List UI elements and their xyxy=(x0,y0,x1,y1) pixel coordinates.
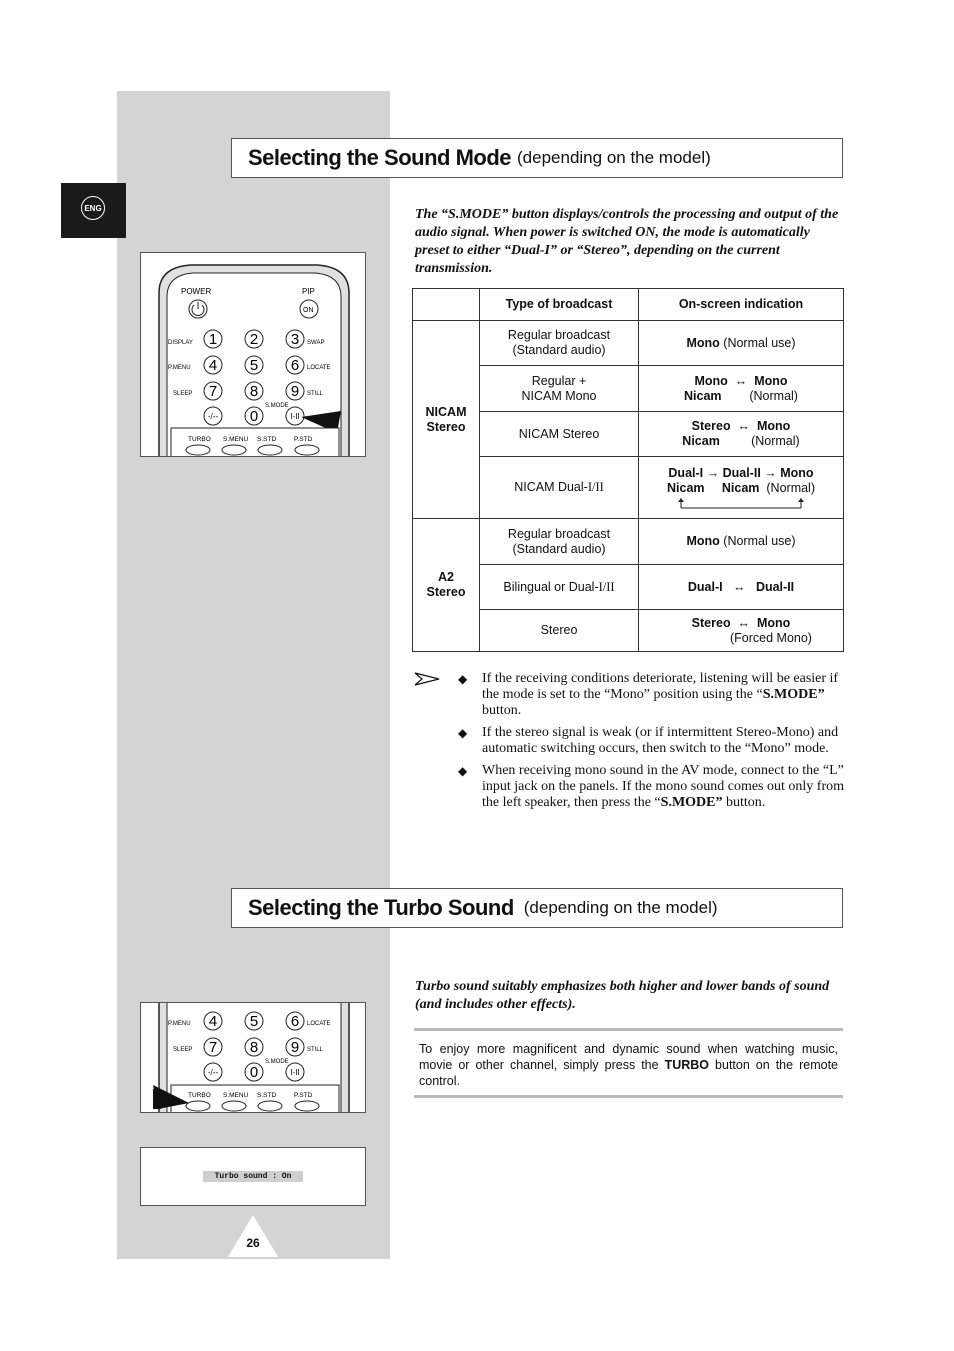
sound-mode-table: Type of broadcast On-screen indication NICAM Stereo Regular broadcast (Standard audio) Mono (Normal use) Regular + NICAM Mono Mono ↔ Mono Nicam (Normal) NICAM Stereo Stereo ↔ Mono Nicam (Normal) NICAM Dual-I/II Dual-I → Dual-II → Mono Nicam Nicam (Normal) A2 Stereo Regular broadcast (Standard audio) Mono (Normal use) Bilingual or Dual-I/II Dual-I ↔ Dual-II Stereo Stereo ↔ Mono (Forced Mono) xyxy=(412,288,844,652)
smode-label: S.MODE xyxy=(265,403,289,409)
svg-text:2: 2 xyxy=(249,331,259,348)
header-onscreen: On-screen indication xyxy=(639,289,844,321)
svg-text:4: 4 xyxy=(208,357,218,374)
table-row: NICAM Dual-I/II xyxy=(480,457,639,519)
note-item: ◆ If the stereo signal is weak (or if intermittent Stereo-Mono) and automatic switching occurs, then switch to the “Mono” mode. xyxy=(458,725,839,756)
pstd-button[interactable] xyxy=(295,445,319,455)
sstd-button[interactable] xyxy=(258,1101,282,1111)
turbo-label: TURBO xyxy=(188,1092,211,1099)
pmenu-label: P.MENU xyxy=(168,1021,191,1027)
sound-mode-intro: The “S.MODE” button displays/controls the processing and output of the audio signal. When power is switched ON, the mode is automatically preset to either “Dual-I” or “Stereo”, depending on the current transmission. xyxy=(415,207,839,276)
pip-on-label: ON xyxy=(303,307,314,314)
group-nicam: NICAM Stereo xyxy=(413,321,480,519)
svg-text:6: 6 xyxy=(290,1013,300,1030)
table-row: Bilingual or Dual-I/II xyxy=(480,565,639,610)
svg-text:3: 3 xyxy=(290,331,300,348)
sleep-label: SLEEP xyxy=(173,391,193,397)
svg-text:8: 8 xyxy=(249,1039,259,1056)
key-dual-label: I-II xyxy=(290,412,300,421)
svg-text:6: 6 xyxy=(290,357,300,374)
pstd-label: P.STD xyxy=(294,1092,313,1099)
title-main: Selecting the Sound Mode xyxy=(248,145,512,170)
still-label: STILL xyxy=(307,1047,324,1053)
power-label: POWER xyxy=(181,287,212,296)
svg-text:7: 7 xyxy=(208,383,218,400)
svg-text:7: 7 xyxy=(208,1039,218,1056)
pstd-button[interactable] xyxy=(295,1101,319,1111)
remote-bottom-svg xyxy=(141,1003,366,1113)
svg-text:0: 0 xyxy=(249,408,259,425)
pmenu-label: P.MENU xyxy=(168,365,191,371)
remote-top-svg xyxy=(141,253,366,457)
still-label: STILL xyxy=(307,391,324,397)
swap-label: SWAP xyxy=(307,340,325,346)
locate-label: LOCATE xyxy=(307,1021,331,1027)
diamond-bullet-icon: ◆ xyxy=(458,726,468,740)
svg-text:1: 1 xyxy=(208,331,218,348)
table-row: NICAM Stereo xyxy=(480,412,639,457)
group-a2: A2 Stereo xyxy=(413,519,480,652)
sleep-label: SLEEP xyxy=(173,1047,193,1053)
smode-label: S.MODE xyxy=(265,1059,289,1065)
svg-text:5: 5 xyxy=(249,1013,259,1030)
svg-text:8: 8 xyxy=(249,383,259,400)
page-number-text: 26 xyxy=(246,1236,260,1250)
sstd-label: S.STD xyxy=(257,436,277,443)
smenu-label: S.MENU xyxy=(223,1092,249,1099)
turbo-label: TURBO xyxy=(188,436,211,443)
title-main: Selecting the Turbo Sound xyxy=(248,895,514,920)
table-row: Regular + NICAM Mono xyxy=(480,366,639,412)
osd-turbo-text: Turbo sound : On xyxy=(203,1171,303,1182)
section-title-sound-mode xyxy=(231,138,843,178)
notes-list xyxy=(414,671,844,817)
table-row: Regular broadcast (Standard audio) xyxy=(480,321,639,366)
sstd-label: S.STD xyxy=(257,1092,277,1099)
table-row: Stereo xyxy=(480,610,639,652)
osd-display xyxy=(140,1147,366,1206)
smenu-button[interactable] xyxy=(222,445,246,455)
header-type: Type of broadcast xyxy=(480,289,639,321)
note-item: ◆ When receiving mono sound in the AV mode, connect to the “L” input jack on the panels. If the mono sound comes out only from the left speaker, then press the “S.MODE” button. xyxy=(458,763,844,810)
turbo-button[interactable] xyxy=(186,445,210,455)
smenu-button[interactable] xyxy=(222,1101,246,1111)
language-badge: ENG xyxy=(81,196,105,220)
locate-label: LOCATE xyxy=(307,365,331,371)
svg-text:4: 4 xyxy=(208,1013,218,1030)
pstd-label: P.STD xyxy=(294,436,313,443)
turbo-instruction: To enjoy more magnificent and dynamic sound when watching music, movie or other channel, simply press the TURBO button on the remote control. xyxy=(414,1028,843,1098)
remote-illustration-bottom xyxy=(140,1002,366,1113)
table-row: Regular broadcast (Standard audio) xyxy=(480,519,639,565)
page-number xyxy=(228,1215,278,1257)
turbo-intro: Turbo sound suitably emphasizes both higher and lower bands of sound (and includes other effects). xyxy=(415,979,830,1012)
diamond-bullet-icon: ◆ xyxy=(458,672,468,686)
diamond-bullet-icon: ◆ xyxy=(458,764,468,778)
svg-text:5: 5 xyxy=(249,357,259,374)
section-title-turbo-sound xyxy=(231,888,843,928)
remote-illustration-top xyxy=(140,252,366,457)
title-sub: (depending on the model) xyxy=(517,148,711,167)
pip-label: PIP xyxy=(302,287,315,296)
note-item: ◆ If the receiving conditions deteriorate, listening will be easier if the mode is set to the “Mono” position using the “S.MODE” button. xyxy=(458,671,839,718)
display-label: DISPLAY xyxy=(168,340,193,346)
sstd-button[interactable] xyxy=(258,445,282,455)
cycle-arrow-icon xyxy=(678,498,804,510)
turbo-button[interactable] xyxy=(186,1101,210,1111)
svg-text:0: 0 xyxy=(249,1064,259,1081)
svg-text:9: 9 xyxy=(290,1039,300,1056)
smenu-label: S.MENU xyxy=(223,436,249,443)
key-dash-label: -/-- xyxy=(207,412,219,421)
svg-text:9: 9 xyxy=(290,383,300,400)
key-dash-label: -/-- xyxy=(207,1068,219,1077)
key-dual-label: I-II xyxy=(290,1068,300,1077)
title-sub: (depending on the model) xyxy=(523,898,718,917)
